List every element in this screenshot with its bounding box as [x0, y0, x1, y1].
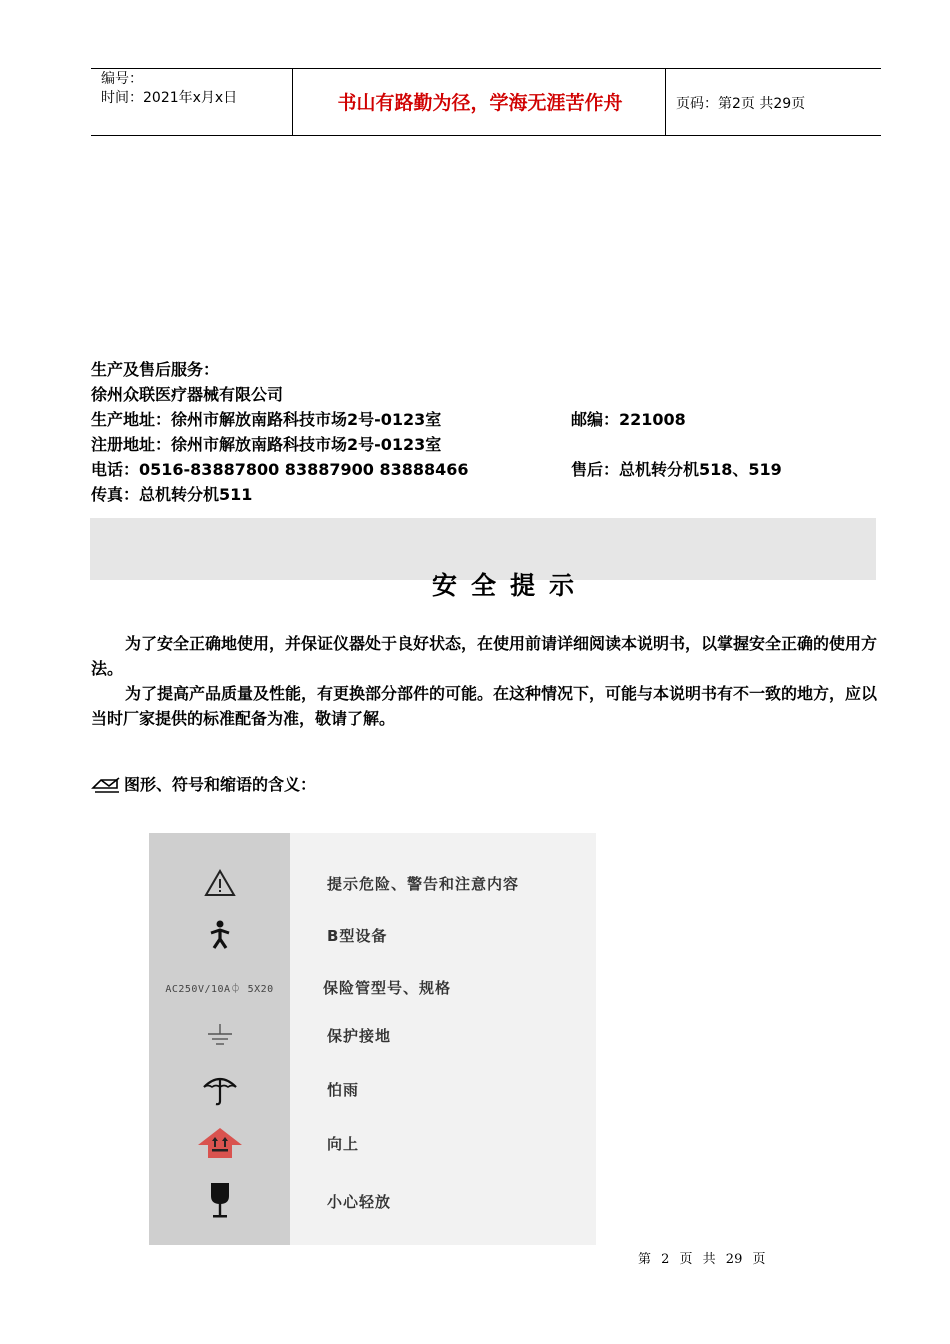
symbol-desc: 小心轻放 — [327, 1193, 392, 1211]
fuse-spec-text: AC250V/10A⏀ 5X20 — [165, 983, 274, 995]
phone: 电话：0516-83887800 83887900 83888466 — [91, 460, 469, 479]
symbols-heading: 图形、符号和缩语的含义： — [91, 772, 316, 797]
production-address: 生产地址：徐州市解放南路科技市场2号-0123室 — [91, 410, 442, 429]
header-meta — [101, 70, 237, 108]
symbol-desc: 提示危险、警告和注意内容 — [327, 875, 520, 893]
header-divider — [292, 68, 293, 136]
safety-paragraph-2: 为了提高产品质量及性能，有更换部分部件的可能。在这种情况下，可能与本说明书有不一致的地方，应以当时厂家提供的标准配备为准，敬请了解。 — [91, 684, 878, 728]
writing-hand-icon — [91, 776, 121, 794]
page-footer: 第 2 页 共 29 页 — [638, 1252, 766, 1267]
header-bottom-rule — [91, 135, 881, 136]
doc-time-label: 时间：2021年x月x日 — [101, 90, 238, 106]
symbol-row — [149, 863, 596, 903]
service-heading: 生产及售后服务： — [91, 360, 220, 379]
symbol-desc: B型设备 — [327, 927, 388, 945]
umbrella-icon — [202, 1071, 238, 1107]
warning-triangle-icon — [204, 869, 236, 897]
header-motto: 书山有路勤为径，学海无涯苦作舟 — [337, 92, 623, 114]
safety-paragraph-1: 为了安全正确地使用，并保证仪器处于良好状态，在使用前请详细阅读本说明书，以掌握安全正确的使用方法。 — [91, 634, 878, 678]
symbol-desc: 保险管型号、规格 — [323, 979, 452, 997]
safety-title: 安全提示 — [431, 571, 588, 600]
company-name: 徐州众联医疗器械有限公司 — [91, 385, 284, 404]
header-page-info: 页码：第2页 共29页 — [676, 96, 806, 112]
registered-address: 注册地址：徐州市解放南路科技市场2号-0123室 — [91, 435, 442, 454]
symbol-row — [149, 1123, 596, 1163]
type-b-person-icon — [207, 919, 233, 951]
symbol-desc: 怕雨 — [327, 1081, 360, 1099]
symbol-row — [149, 915, 596, 955]
this-way-up-icon — [196, 1127, 244, 1159]
doc-number-label: 编号： — [101, 71, 143, 87]
symbol-row — [149, 967, 596, 1007]
symbol-desc: 向上 — [327, 1135, 360, 1153]
fax: 传真：总机转分机511 — [91, 485, 253, 504]
symbol-row — [149, 1069, 596, 1109]
after-sales: 售后：总机转分机518、519 — [571, 460, 782, 479]
symbol-row — [149, 1181, 596, 1221]
header-top-rule — [91, 68, 881, 69]
symbols-table — [149, 833, 596, 1245]
symbol-row — [149, 1015, 596, 1055]
fragile-glass-icon — [208, 1182, 232, 1220]
postcode: 邮编：221008 — [571, 410, 686, 429]
symbol-desc: 保护接地 — [327, 1027, 392, 1045]
ground-icon — [205, 1023, 235, 1047]
